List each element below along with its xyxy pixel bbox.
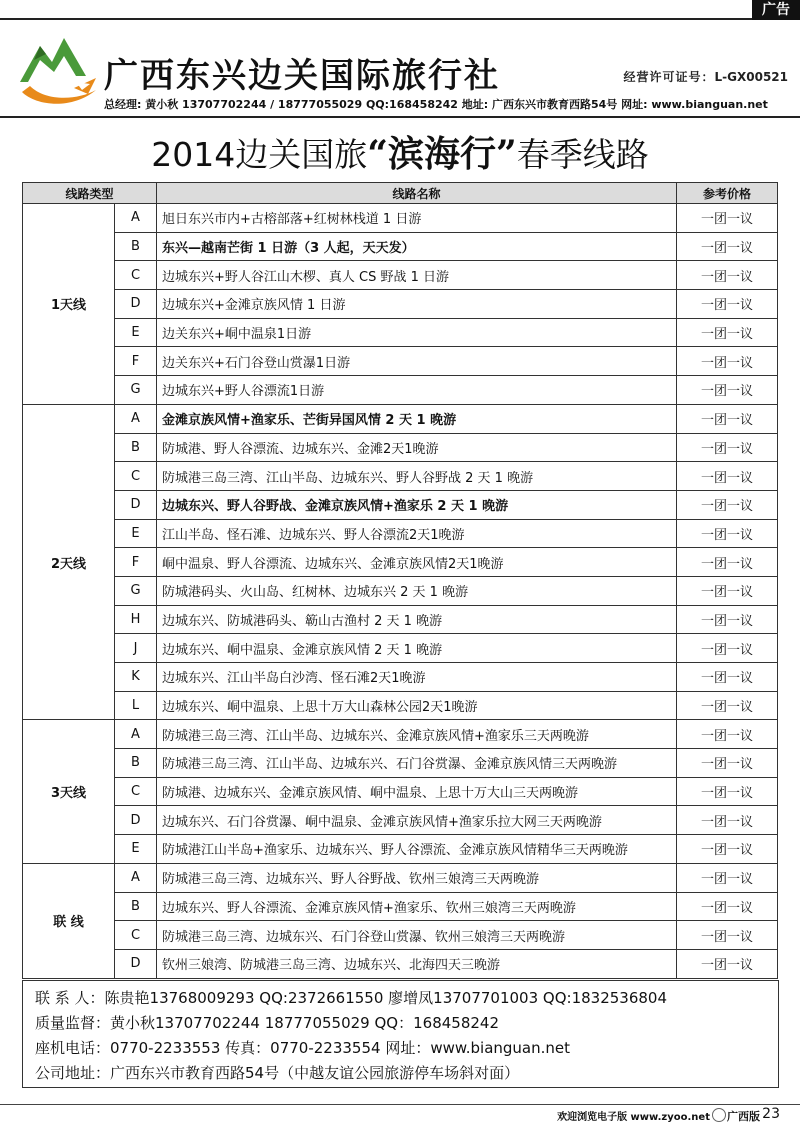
footer-rule (0, 1104, 800, 1105)
route-price: 一团一议 (677, 462, 778, 491)
route-price: 一团一议 (677, 720, 778, 749)
route-name: 钦州三娘湾、防城港三岛三湾、边城东兴、北海四天三晚游 (157, 949, 677, 978)
route-name: 边城东兴、野人谷野战、金滩京族风情+渔家乐 2 天 1 晚游 (157, 490, 677, 519)
route-price: 一团一议 (677, 404, 778, 433)
route-name: 旭日东兴市内+古榕部落+红树林栈道 1 日游 (157, 204, 677, 233)
route-row (23, 691, 778, 720)
header-divider (0, 116, 800, 118)
route-name: 边城东兴+金滩京族风情 1 日游 (157, 290, 677, 319)
route-price: 一团一议 (677, 347, 778, 376)
table-header-row (23, 183, 778, 204)
title-highlight: “滨海行” (367, 133, 517, 175)
company-name: 广西东兴边关国际旅行社 (104, 56, 500, 96)
route-code: G (115, 376, 157, 405)
route-code: C (115, 777, 157, 806)
route-code: A (115, 404, 157, 433)
route-row (23, 404, 778, 433)
route-code: E (115, 519, 157, 548)
title-prefix: 2014边关国旅 (151, 135, 368, 174)
contact-persons: 联 系 人：陈贵艳13768009293 QQ:2372661550 廖增凤13707701003 QQ:1832536804 (35, 989, 668, 1007)
route-code: H (115, 605, 157, 634)
route-row (23, 519, 778, 548)
route-code: B (115, 433, 157, 462)
route-price: 一团一议 (677, 232, 778, 261)
route-code: A (115, 720, 157, 749)
route-name: 防城港三岛三湾、边城东兴、石门谷登山赏瀑、钦州三娘湾三天两晚游 (157, 921, 677, 950)
mountain-logo-icon (16, 32, 102, 110)
route-row (23, 347, 778, 376)
route-name: 边城东兴、江山半岛白沙湾、怪石滩2天1晚游 (157, 663, 677, 692)
route-row (23, 490, 778, 519)
route-code: F (115, 548, 157, 577)
route-row (23, 433, 778, 462)
route-price: 一团一议 (677, 261, 778, 290)
route-code: D (115, 490, 157, 519)
header-name: 线路名称 (157, 183, 677, 204)
top-bar (0, 0, 800, 22)
route-name: 江山半岛、怪石滩、边城东兴、野人谷漂流2天1晚游 (157, 519, 677, 548)
route-row (23, 663, 778, 692)
route-row (23, 634, 778, 663)
route-row (23, 548, 778, 577)
company-address: 公司地址：广西东兴市教育西路54号（中越友谊公园旅游停车场斜对面） (35, 1064, 520, 1082)
route-name: 边城东兴、野人谷漂流、金滩京族风情+渔家乐、钦州三娘湾三天两晚游 (157, 892, 677, 921)
route-row (23, 605, 778, 634)
route-name: 峒中温泉、野人谷漂流、边城东兴、金滩京族风情2天1晚游 (157, 548, 677, 577)
route-code: B (115, 232, 157, 261)
license-label: 经营许可证号： (623, 70, 715, 84)
route-code: F (115, 347, 157, 376)
route-price: 一团一议 (677, 519, 778, 548)
route-code: L (115, 691, 157, 720)
page-title (0, 126, 800, 177)
route-price: 一团一议 (677, 863, 778, 892)
route-row (23, 892, 778, 921)
route-price: 一团一议 (677, 892, 778, 921)
route-price: 一团一议 (677, 490, 778, 519)
route-code: B (115, 749, 157, 778)
header-contact-line: 总经理: 黄小秋 13707702244 / 18777055029 QQ:168458242 地址: 广西东兴市教育西路54号 网址: www.bianguan.net (104, 98, 768, 111)
route-row (23, 232, 778, 261)
route-name: 边城东兴、峒中温泉、金滩京族风情 2 天 1 晚游 (157, 634, 677, 663)
route-name: 边关东兴+峒中温泉1日游 (157, 318, 677, 347)
route-code: J (115, 634, 157, 663)
route-code: G (115, 576, 157, 605)
route-price: 一团一议 (677, 204, 778, 233)
route-code: D (115, 949, 157, 978)
route-price: 一团一议 (677, 576, 778, 605)
route-row (23, 863, 778, 892)
phone-fax-website: 座机电话：0770-2233553 传真：0770-2233554 网址：www.bianguan.net (35, 1039, 571, 1057)
route-name: 边城东兴+野人谷江山木椤、真人 CS 野战 1 日游 (157, 261, 677, 290)
route-code: E (115, 835, 157, 864)
route-code: D (115, 290, 157, 319)
route-name: 边城东兴、防城港码头、簕山古渔村 2 天 1 晚游 (157, 605, 677, 634)
route-group-label: 1天线 (23, 204, 115, 405)
route-name: 边关东兴+石门谷登山赏瀑1日游 (157, 347, 677, 376)
route-price: 一团一议 (677, 921, 778, 950)
route-code: A (115, 863, 157, 892)
route-price: 一团一议 (677, 806, 778, 835)
header-price: 参考价格 (677, 183, 778, 204)
license-number (624, 68, 789, 85)
route-code: B (115, 892, 157, 921)
route-row (23, 720, 778, 749)
route-row (23, 576, 778, 605)
title-suffix: 春季线路 (516, 135, 649, 174)
footer-site: 欢迎浏览电子版 www.zyoo.net (557, 1112, 710, 1123)
route-name: 防城港三岛三湾、边城东兴、野人谷野战、钦州三娘湾三天两晚游 (157, 863, 677, 892)
route-price: 一团一议 (677, 749, 778, 778)
route-group-label: 联 线 (23, 863, 115, 978)
edition-label: 广西版 (727, 1110, 760, 1123)
route-code: C (115, 921, 157, 950)
route-name: 防城港江山半岛+渔家乐、边城东兴、野人谷漂流、金滩京族风情精华三天两晚游 (157, 835, 677, 864)
route-name: 防城港三岛三湾、江山半岛、边城东兴、金滩京族风情+渔家乐三天两晚游 (157, 720, 677, 749)
quality-supervision: 质量监督：黄小秋13707702244 18777055029 QQ：168458242 (35, 1014, 499, 1032)
route-row (23, 749, 778, 778)
route-code: C (115, 261, 157, 290)
route-row (23, 462, 778, 491)
page-number: 23 (762, 1106, 780, 1122)
route-row (23, 290, 778, 319)
route-code: A (115, 204, 157, 233)
route-price: 一团一议 (677, 605, 778, 634)
route-name: 防城港码头、火山岛、红树林、边城东兴 2 天 1 晚游 (157, 576, 677, 605)
route-row (23, 777, 778, 806)
footer (0, 1100, 800, 1126)
route-row (23, 261, 778, 290)
route-code: E (115, 318, 157, 347)
routes-table (22, 182, 778, 979)
route-price: 一团一议 (677, 318, 778, 347)
route-name: 金滩京族风情+渔家乐、芒街异国风情 2 天 1 晚游 (157, 404, 677, 433)
route-row (23, 806, 778, 835)
contacts-box (22, 980, 779, 1088)
route-price: 一团一议 (677, 835, 778, 864)
route-name: 边城东兴、峒中温泉、上思十万大山森林公园2天1晚游 (157, 691, 677, 720)
route-code: D (115, 806, 157, 835)
route-row (23, 318, 778, 347)
ad-tag: 广告 (752, 0, 800, 20)
route-group-label: 3天线 (23, 720, 115, 863)
route-row (23, 204, 778, 233)
header (0, 22, 800, 118)
route-row (23, 949, 778, 978)
routes-body (23, 204, 778, 979)
publisher-badge-icon (712, 1108, 726, 1122)
header-type: 线路类型 (23, 183, 157, 204)
route-price: 一团一议 (677, 634, 778, 663)
route-name: 防城港、野人谷漂流、边城东兴、金滩2天1晚游 (157, 433, 677, 462)
top-rule (0, 18, 800, 20)
route-price: 一团一议 (677, 433, 778, 462)
route-price: 一团一议 (677, 290, 778, 319)
route-name: 东兴—越南芒街 1 日游（3 人起，天天发） (157, 232, 677, 261)
route-price: 一团一议 (677, 376, 778, 405)
route-row (23, 835, 778, 864)
route-row (23, 376, 778, 405)
route-name: 边城东兴、石门谷赏瀑、峒中温泉、金滩京族风情+渔家乐拉大网三天两晚游 (157, 806, 677, 835)
license-value: L-GX00521 (714, 70, 788, 84)
route-name: 防城港三岛三湾、江山半岛、边城东兴、野人谷野战 2 天 1 晚游 (157, 462, 677, 491)
route-code: C (115, 462, 157, 491)
route-price: 一团一议 (677, 691, 778, 720)
route-group-label: 2天线 (23, 404, 115, 720)
route-price: 一团一议 (677, 663, 778, 692)
route-price: 一团一议 (677, 548, 778, 577)
route-code: K (115, 663, 157, 692)
route-name: 防城港三岛三湾、江山半岛、边城东兴、石门谷赏瀑、金滩京族风情三天两晚游 (157, 749, 677, 778)
route-row (23, 921, 778, 950)
route-name: 边城东兴+野人谷漂流1日游 (157, 376, 677, 405)
route-price: 一团一议 (677, 777, 778, 806)
route-name: 防城港、边城东兴、金滩京族风情、峒中温泉、上思十万大山三天两晚游 (157, 777, 677, 806)
route-price: 一团一议 (677, 949, 778, 978)
